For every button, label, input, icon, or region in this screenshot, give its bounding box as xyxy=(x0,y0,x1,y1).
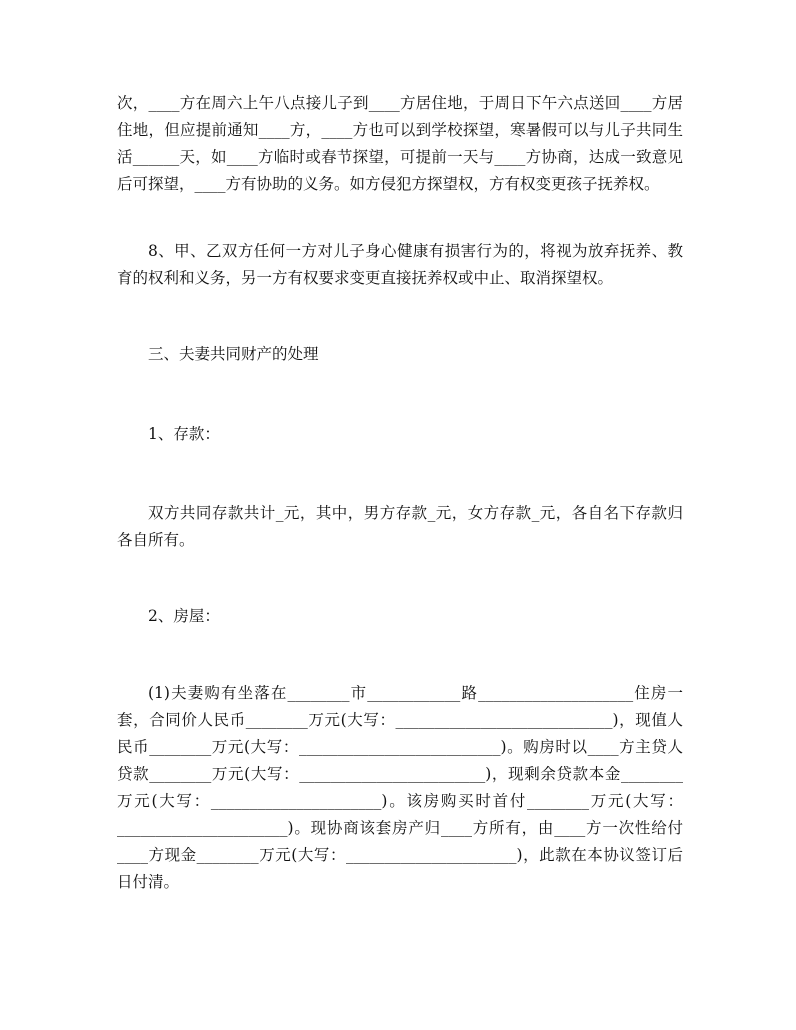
text-line: 育的权利和义务，另一方有权要求变更直接抚养权或中止、取消探望权。 xyxy=(117,269,614,287)
text-line: 各自所有。 xyxy=(117,531,195,549)
paragraph-savings xyxy=(117,500,683,554)
paragraph-house-details xyxy=(117,680,683,896)
text-line: 8、甲、乙双方任何一方对儿子身心健康有损害行为的，将视为放弃抚养、教 xyxy=(148,242,683,260)
text-line: ______________________)。现协商该套房产归____方所有，由____方一次性给付 xyxy=(117,819,683,837)
text-line: 后可探望，____方有协助的义务。如方侵犯方探望权，方有权变更孩子抚养权。 xyxy=(117,175,660,193)
section-heading-joint-property: 三、夫妻共同财产的处理 xyxy=(148,345,319,363)
text-line: 住地，但应提前通知____方，____方也可以到学校探望，寒暑假可以与儿子共同生 xyxy=(117,121,683,139)
text-line: 贷款________万元(大写：________________________)，现剩余贷款本金________ xyxy=(117,765,683,783)
subheading-house: 2、房屋： xyxy=(148,607,220,625)
text-line: (1)夫妻购有坐落在________市____________路____________________住房一 xyxy=(148,684,683,702)
text-line: 套，合同价人民币________万元(大写：____________________________)，现值人 xyxy=(117,711,683,729)
paragraph-clause-8 xyxy=(117,238,683,292)
text-line: 日付清。 xyxy=(117,873,180,891)
subheading-savings: 1、存款： xyxy=(148,425,220,443)
text-line: 民币________万元(大写：__________________________)。购房时以____方主贷人 xyxy=(117,738,683,756)
paragraph-visitation-schedule xyxy=(117,90,683,198)
text-line: 活______天，如____方临时或春节探望，可提前一天与____方协商，达成一致意见 xyxy=(117,148,683,166)
text-line: 双方共同存款共计_元，其中，男方存款_元，女方存款_元，各自名下存款归 xyxy=(148,504,683,522)
text-line: 次，____方在周六上午八点接儿子到____方居住地，于周日下午六点送回____方居 xyxy=(117,94,683,112)
text-line: ____方现金________万元(大写：______________________)，此款在本协议签订后 xyxy=(117,846,683,864)
text-line: 万元(大写：______________________)。该房购买时首付________万元(大写： xyxy=(117,792,683,810)
